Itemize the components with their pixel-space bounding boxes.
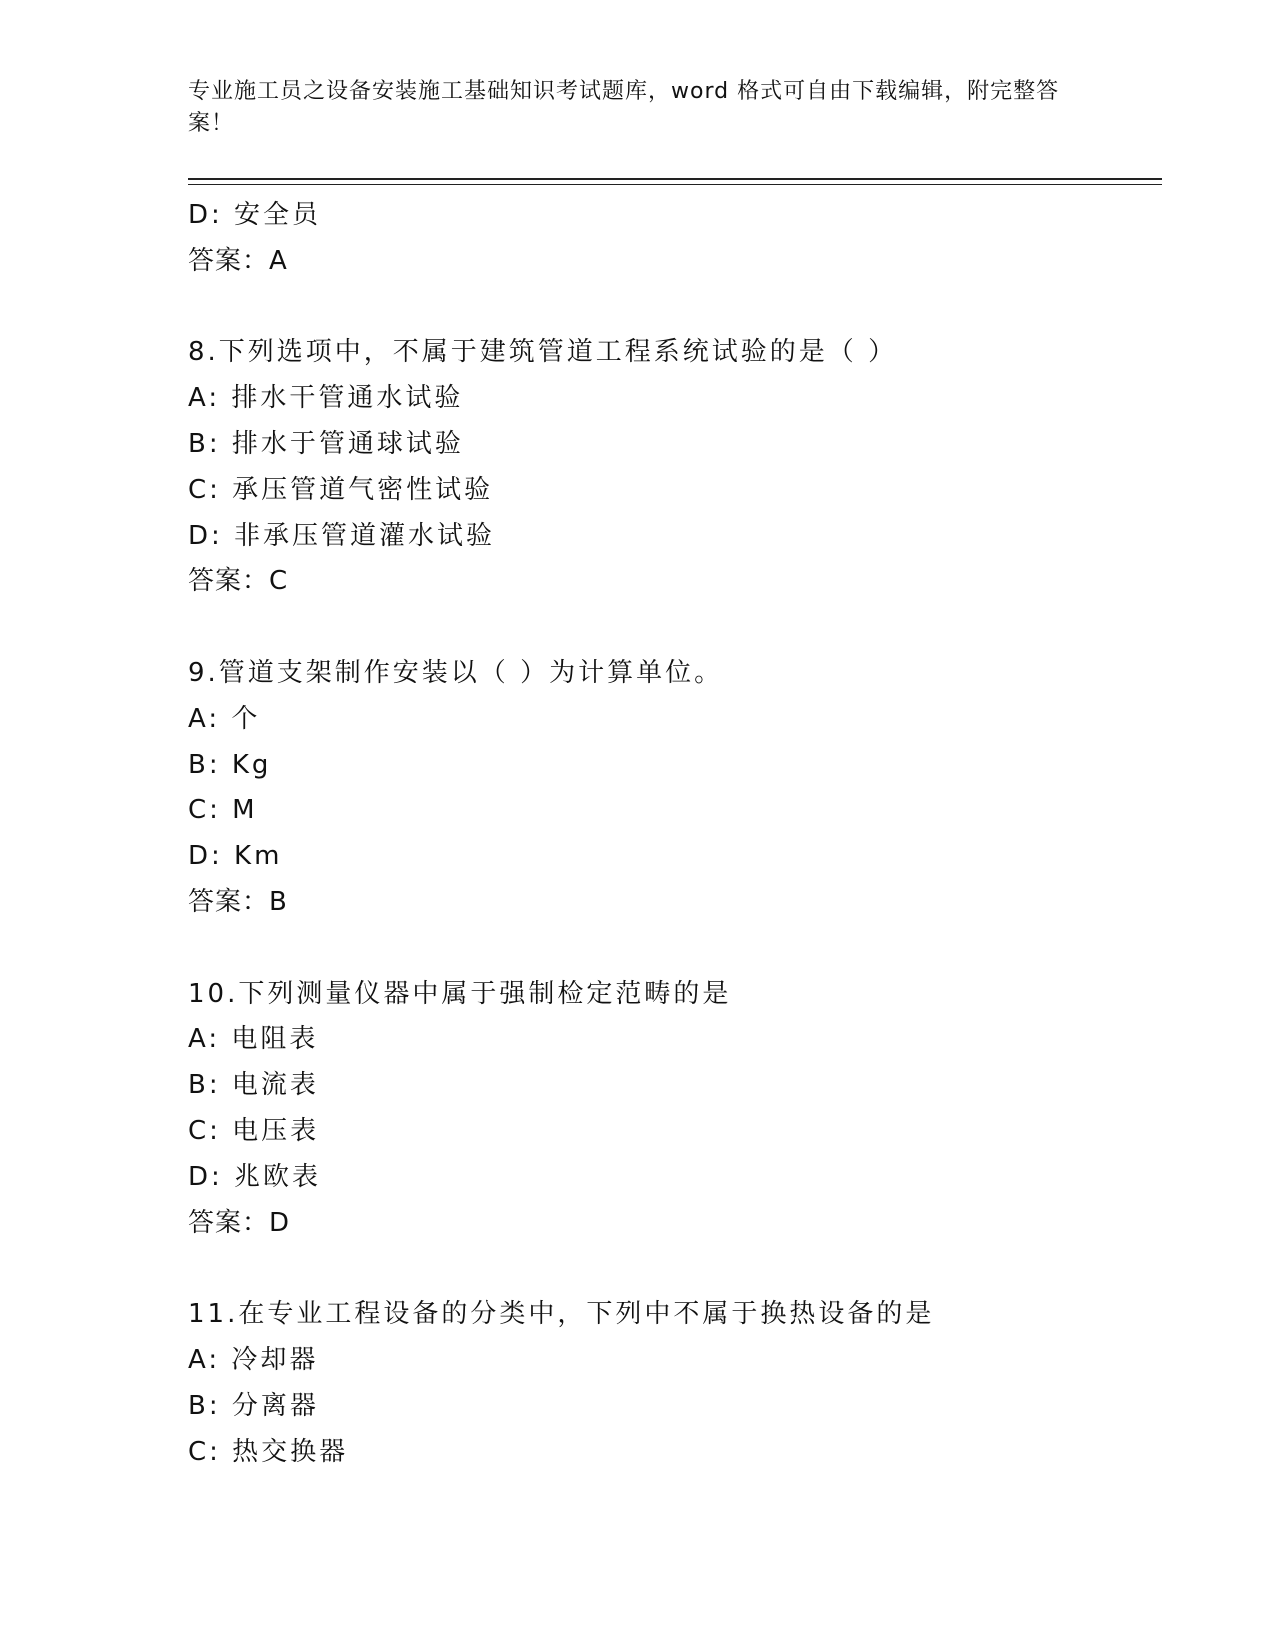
option-b: B: 分离器 [188,1390,319,1421]
option-c: C: 承压管道气密性试验 [188,474,494,505]
answer-line: 答案：C [188,566,289,597]
answer-line: 答案：B [188,886,288,917]
option-c: C: 电压表 [188,1115,320,1146]
question-10 [188,972,1162,1247]
option-b: B: 排水于管通球试验 [188,428,464,459]
question-content [188,193,1162,1475]
option-b: B: 电流表 [188,1070,319,1101]
answer-previous-question: 答案：A [188,245,288,276]
document-header-title: 专业施工员之设备安装施工基础知识考试题库，word 格式可自由下载编辑，附完整答案！ [188,79,1060,136]
option-a: A: 冷却器 [188,1344,319,1375]
question-stem: 8.下列选项中，不属于建筑管道工程系统试验的是（ ） [188,337,898,368]
option-d: D: Km [188,841,283,872]
option-d: D: 兆欧表 [188,1161,322,1192]
header-rule-thick [188,178,1162,180]
answer-line: 答案：D [188,1207,291,1238]
option-c: C: 热交换器 [188,1436,349,1467]
option-d-previous-question: D: 安全员 [188,200,322,230]
header-rule-thin [188,184,1162,185]
question-11 [188,1292,1162,1475]
spacer [188,1246,1162,1292]
question-stem: 11.在专业工程设备的分类中，下列中不属于换热设备的是 [188,1299,935,1330]
spacer [188,926,1162,972]
option-a: A: 电阻表 [188,1024,319,1055]
option-a: A: 个 [188,703,261,734]
spacer [188,605,1162,651]
option-c: C: M [188,795,258,826]
option-a: A: 排水干管通水试验 [188,383,464,414]
option-b: B: Kg [188,749,272,780]
option-d: D: 非承压管道灌水试验 [188,520,496,551]
question-9 [188,651,1162,926]
question-stem: 10.下列测量仪器中属于强制检定范畴的是 [188,978,732,1009]
question-stem: 9.管道支架制作安装以（ ）为计算单位。 [188,657,724,688]
spacer [188,285,1162,331]
question-8 [188,330,1162,605]
